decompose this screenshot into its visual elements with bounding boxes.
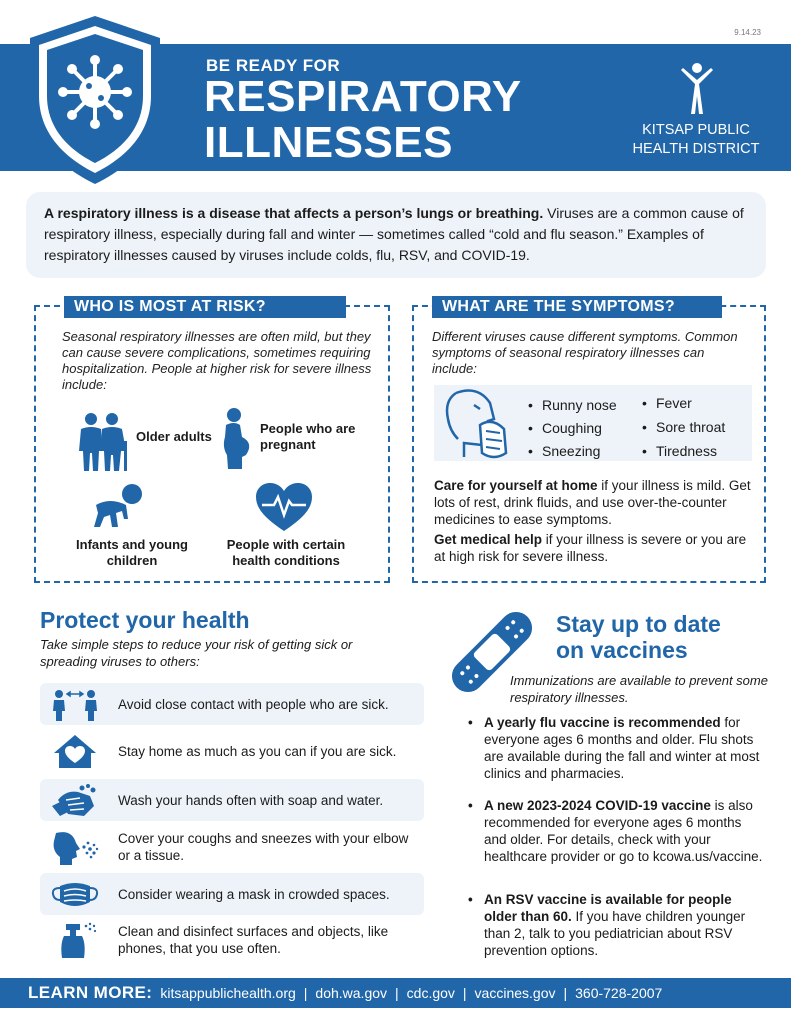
heartbeat-heart-icon — [254, 481, 314, 533]
symptom-item: • Coughing — [542, 420, 602, 436]
risk-heading: WHO IS MOST AT RISK? — [64, 296, 346, 318]
vaccine-bold: A yearly flu vaccine is recommended — [484, 715, 721, 730]
group-label: People who are pregnant — [260, 421, 356, 452]
vaccine-item-covid — [484, 797, 766, 865]
home-heart-icon — [50, 733, 100, 769]
vaccines-lead: Immunizations are available to prevent some respiratory illnesses. — [510, 673, 768, 705]
step-wear-mask — [40, 873, 424, 915]
face-mask-icon — [50, 876, 100, 912]
step-wash-hands — [40, 779, 424, 821]
symptom-item: • Sore throat — [656, 419, 725, 435]
title-line-1: RESPIRATORY — [204, 72, 522, 121]
sneezing-person-icon — [434, 387, 512, 463]
vaccines-heading-line-2: on vaccines — [556, 637, 688, 663]
symptoms-panel — [434, 385, 752, 461]
symptom-item: • Runny nose — [542, 397, 617, 413]
help-text: if your illness is severe or you are at high risk for severe illness. — [434, 532, 747, 564]
footer-phone[interactable]: 360-728-2007 — [575, 985, 663, 1001]
org-name-line-1: KITSAP PUBLIC — [642, 122, 750, 138]
intro-panel — [26, 192, 766, 278]
symptom-item: • Tiredness — [656, 443, 717, 459]
intro-text: Viruses are a common cause of respiratory illness, especially during fall and winter — sometimes called “cold and flu season.” Examples of respiratory illnesses caused by viruses include colds, flu, RSV, and COVID-19. — [44, 205, 744, 263]
footer-separator: | — [303, 985, 308, 1001]
title-line-2: ILLNESSES — [204, 118, 453, 167]
care-bold: Care for yourself at home — [434, 478, 598, 493]
step-clean-surfaces — [40, 919, 424, 961]
step-cover-coughs — [40, 826, 424, 868]
footer-separator: | — [563, 985, 568, 1001]
risk-lead: Seasonal respiratory illnesses are often mild, but they can cause severe complications, sometimes requiring hospitalization. People at higher risk for severe illness include: — [62, 329, 372, 392]
step-text: Wash your hands often with soap and water. — [118, 792, 384, 808]
symptoms-heading: WHAT ARE THE SYMPTOMS? — [432, 296, 722, 318]
footer-link-cdc[interactable]: cdc.gov — [406, 985, 455, 1001]
step-text: Clean and disinfect surfaces and objects, like phones, that you use often. — [118, 924, 389, 956]
symptoms-box — [412, 298, 766, 583]
intro-bold: A respiratory illness is a disease that affects a person’s lungs or breathing. — [44, 205, 544, 221]
group-label: People with certain health conditions — [226, 537, 346, 568]
vaccine-item-rsv — [484, 891, 766, 959]
distance-people-icon — [50, 686, 100, 722]
kitsap-logo-icon — [675, 60, 719, 116]
hand-washing-icon — [50, 782, 100, 818]
medical-help — [434, 531, 756, 565]
group-label: Older adults — [136, 429, 212, 444]
vaccine-text: is also recommended for everyone ages 6 months and older. For details, check with your healthcare provider or go to kcowa.us/vaccine. — [484, 798, 763, 864]
cough-icon — [50, 829, 100, 865]
vaccine-bold: An RSV vaccine is available for people older than 60. — [484, 892, 732, 924]
spray-bottle-icon — [50, 922, 100, 958]
help-bold: Get medical help — [434, 532, 543, 547]
footer-link-doh[interactable]: doh.wa.gov — [315, 985, 388, 1001]
virus-shield-icon — [26, 14, 164, 186]
page-title — [204, 74, 522, 166]
symptom-item: • Sneezing — [542, 443, 600, 459]
protect-lead: Take simple steps to reduce your risk of getting sick or spreading viruses to others: — [40, 637, 353, 669]
step-stay-home — [40, 730, 424, 772]
vaccines-heading — [556, 611, 721, 663]
care-text: if your illness is mild. Get lots of rest, drink fluids, and use over-the-counter medicines to ease symptoms. — [434, 478, 751, 527]
step-text: Cover your coughs and sneezes with your elbow or a tissue. — [118, 831, 409, 863]
vaccine-text: for everyone ages 6 months and older. Flu shots are available during the fall and winter at most clinics and pharmacies. — [484, 715, 760, 781]
step-text: Consider wearing a mask in crowded spaces. — [118, 886, 390, 902]
footer-link-kitsap[interactable]: kitsappublichealth.org — [160, 985, 296, 1001]
vaccine-text: If you have children younger than 2, talk to you pediatrician about RSV prevention options. — [484, 909, 746, 958]
symptom-item: • Fever — [656, 395, 692, 411]
org-name-line-2: HEALTH DISTRICT — [632, 141, 760, 157]
protect-heading: Protect your health — [40, 607, 250, 633]
footer-separator: | — [395, 985, 399, 1001]
vaccine-item-flu — [484, 714, 766, 782]
org-name — [628, 121, 764, 159]
step-text: Avoid close contact with people who are sick. — [118, 696, 389, 712]
symptoms-lead: Different viruses cause different symptoms. Common symptoms of seasonal respiratory illnesses can include: — [432, 329, 738, 376]
step-avoid-contact — [40, 683, 424, 725]
group-label: Infants and young children — [76, 537, 188, 568]
vaccines-heading-line-1: Stay up to date — [556, 611, 721, 637]
care-at-home — [434, 477, 756, 528]
step-text: Stay home as much as you can if you are sick. — [118, 743, 397, 759]
footer-bar — [0, 978, 791, 1008]
footer-link-vaccines[interactable]: vaccines.gov — [474, 985, 556, 1001]
header-kicker: BE READY FOR — [206, 56, 341, 75]
document-code: 9.14.23 — [734, 28, 761, 37]
footer-separator: | — [462, 985, 467, 1001]
footer-label: LEARN MORE: — [28, 983, 153, 1002]
vaccine-bold: A new 2023-2024 COVID-19 vaccine — [484, 798, 711, 813]
pregnant-person-icon — [216, 407, 254, 469]
older-adults-icon — [74, 411, 130, 471]
risk-box — [34, 298, 390, 583]
crawling-baby-icon — [92, 483, 152, 529]
